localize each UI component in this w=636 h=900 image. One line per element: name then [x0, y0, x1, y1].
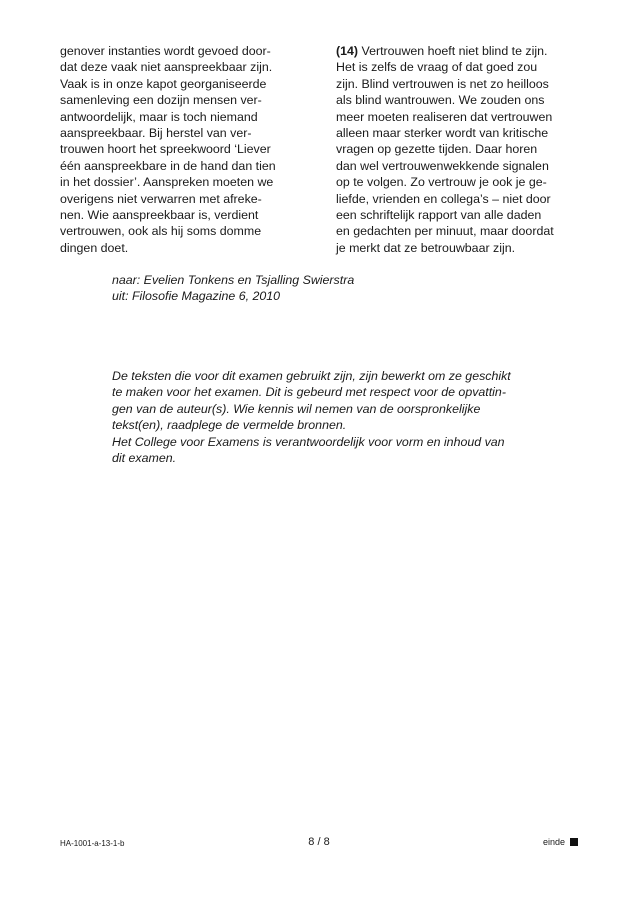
text-line: een schriftelijk rapport van alle daden: [336, 208, 542, 223]
exam-code: HA-1001-a-13-1-b: [60, 839, 125, 848]
text-fragment: Vertrouwen hoeft niet blind te zijn.: [358, 44, 548, 58]
text-line: Vaak is in onze kapot georganiseerde: [60, 76, 267, 91]
end-label: einde: [542, 837, 565, 847]
text-line: liefde, vrienden en collega’s – niet door: [336, 191, 551, 206]
right-text-column: [336, 43, 586, 256]
disclaimer-line: Het College voor Examens is verantwoordelijk voor vorm en inhoud van: [112, 434, 505, 449]
disclaimer-line: tekst(en), raadplege de vermelde bronnen.: [112, 418, 347, 433]
text-line: overigens niet verwarren met afreke-: [60, 191, 262, 206]
text-line: en gedachten per minuut, maar doordat: [336, 224, 554, 239]
source-author-line: naar: Evelien Tonkens en Tsjalling Swierstra: [112, 273, 355, 287]
end-square-icon: [570, 838, 578, 846]
text-line: je merkt dat ze betrouwbaar zijn.: [336, 240, 516, 255]
end-marker: [543, 837, 578, 847]
text-line: vragen op gezette tijden. Daar horen: [336, 142, 538, 157]
text-line: meer moeten realiseren dat vertrouwen: [336, 109, 553, 124]
text-line: als blind wantrouwen. We zouden ons: [336, 93, 545, 108]
text-line: genover instanties wordt gevoed door-: [60, 44, 271, 58]
source-publication-line: uit: Filosofie Magazine 6, 2010: [112, 289, 281, 304]
source-attribution: [112, 272, 354, 305]
exam-disclaimer: [112, 368, 511, 466]
text-line: nen. Wie aanspreekbaar is, verdient: [60, 208, 259, 223]
text-line: alleen maar sterker wordt van kritische: [336, 126, 549, 141]
paragraph-first-line: [336, 43, 586, 59]
page-number: 8 / 8: [308, 836, 330, 848]
disclaimer-line: dit examen.: [112, 451, 177, 466]
text-line: in het dossier’. Aanspreken moeten we: [60, 175, 274, 190]
disclaimer-line: te maken voor het examen. Dit is gebeurd met respect voor de opvattin-: [112, 385, 506, 400]
text-line: dan wel vertrouwenwekkende signalen: [336, 158, 549, 173]
text-line: dat deze vaak niet aanspreekbaar zijn.: [60, 60, 273, 75]
page-footer: [60, 836, 578, 852]
text-line: aanspreekbaar. Bij herstel van ver-: [60, 126, 252, 141]
disclaimer-line: De teksten die voor dit examen gebruikt zijn, zijn bewerkt om ze geschikt: [112, 369, 511, 383]
text-line: Het is zelfs de vraag of dat goed zou: [336, 60, 538, 75]
text-line: zijn. Blind vertrouwen is net zo heilloos: [336, 76, 549, 91]
text-line: één aanspreekbare in de hand dan tien: [60, 158, 276, 173]
text-line: op te volgen. Zo vertrouw je ook je ge-: [336, 175, 547, 190]
paragraph-number: (14): [336, 44, 359, 58]
text-line: vertrouwen, ook als hij soms domme: [60, 224, 262, 239]
left-text-column: [60, 43, 315, 256]
text-line: samenleving een dozijn mensen ver-: [60, 93, 262, 108]
text-line: dingen doet.: [60, 240, 129, 255]
text-line: trouwen hoort het spreekwoord ‘Liever: [60, 142, 271, 157]
text-line: antwoordelijk, maar is toch niemand: [60, 109, 258, 124]
disclaimer-line: gen van de auteur(s). Wie kennis wil nemen van de oorspronkelijke: [112, 401, 481, 416]
